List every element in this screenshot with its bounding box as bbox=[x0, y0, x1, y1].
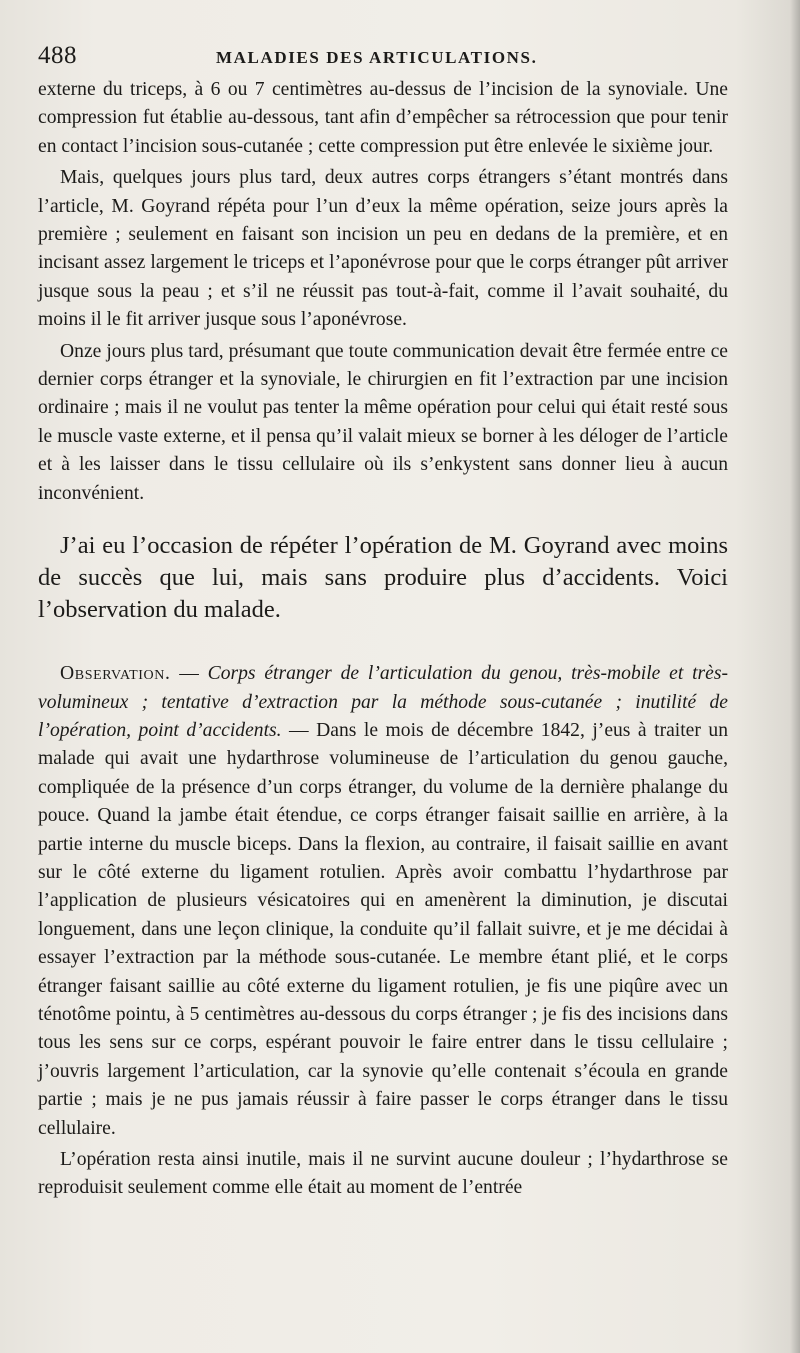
paragraph-large-intro: J’ai eu l’occasion de répéter l’opération de M. Goyrand avec moins de succès que lui, mais sans produire plus d’accidents. Voici l’observation du malade. bbox=[38, 532, 728, 624]
running-title: MALADIES DES ARTICULATIONS. bbox=[216, 48, 538, 67]
observation-title: Corps étranger de l’articulation du genou, très-mobile et très-volumineux ; tentative d’extraction par la méthode sous-cutanée ; inutilité de l’opération, point d’accidents. bbox=[38, 663, 728, 741]
observation-label: Observation. bbox=[60, 663, 171, 685]
paragraph-second-operation: Mais, quelques jours plus tard, deux autres corps étrangers s’étant montrés dans l’article, M. Goyrand répéta pour l’un d’eux la même opération, seize jours après la première ; seulement en faisant son incision un peu en dedans de la première, et en incisant assez largement le triceps et l’aponévrose pour que le corps étranger pût arriver jusque sous la peau ; et s’il ne réussit pas tout-à-fait, comme il l’avait souhaité, du moins il le fit arriver jusque sous l’aponévrose. bbox=[38, 167, 728, 331]
page-edge-shadow bbox=[790, 0, 800, 1353]
paragraph-conclusion: L’opération resta ainsi inutile, mais il ne survint aucune douleur ; l’hydarthrose se reproduisit seulement comme elle était au moment de l’entrée bbox=[38, 1149, 728, 1199]
page-number: 488 bbox=[38, 42, 77, 69]
paragraph-continuation: externe du triceps, à 6 ou 7 centimètres au-dessus de l’incision de la synoviale. Une compression fut établie au-dessous, tant afin d’empêcher sa rétrocession que pour tenir en contact l’incision sous-cutanée ; cette compression put être enlevée le sixième jour. bbox=[38, 79, 728, 157]
observation-dash: — bbox=[170, 663, 208, 685]
observation-body: — Dans le mois de décembre 1842, j’eus à traiter un malade qui avait une hydarthrose volumineuse de l’articulation du genou gauche, compliquée de la présence d’un corps étranger, du volume de la dernière phalange du pouce. Quand la jambe était étendue, ce corps étranger faisait saillie en arrière, à la partie interne du muscle biceps. Dans la flexion, au contraire, il faisait saillie en avant sur le côté externe du ligament rotulien. Après avoir combattu l’hydarthrose par l’application de plusieurs vésicatoires qui en amenèrent la diminution, je discutai longuement, dans une leçon clinique, la conduite qu’il fallait suivre, et je me décidai à essayer l’extraction par la méthode sous-cutanée. Le membre étant plié, et le corps étranger faisant saillie au côté externe du ligament rotulien, je fis une piqûre avec un ténotôme pointu, à 5 centimètres au-dessous du corps étranger ; je fis des incisions dans tous les sens sur ce corps, espérant pouvoir le faire entrer dans le tissu cellulaire ; j’ouvris largement l’articulation, car la synovie qu’elle contenait s’écoula en grande partie ; mais je ne pus jamais réussir à faire passer le corps étranger dans le tissu cellulaire. bbox=[38, 719, 728, 1139]
paragraph-extraction: Onze jours plus tard, présumant que toute communication devait être fermée entre ce dernier corps étranger et la synoviale, le chirurgien en fit l’extraction par une incision ordinaire ; mais il ne voulut pas tenter la même opération pour celui qui était resté sous le muscle vaste externe, et il pensa qu’il valait mieux se borner à les déloger de l’article et à les laisser dans le tissu cellulaire où ils s’enkystent sans donner lieu à aucun inconvénient. bbox=[38, 340, 728, 504]
observation-paragraph bbox=[38, 660, 728, 1143]
page-header bbox=[38, 40, 728, 76]
